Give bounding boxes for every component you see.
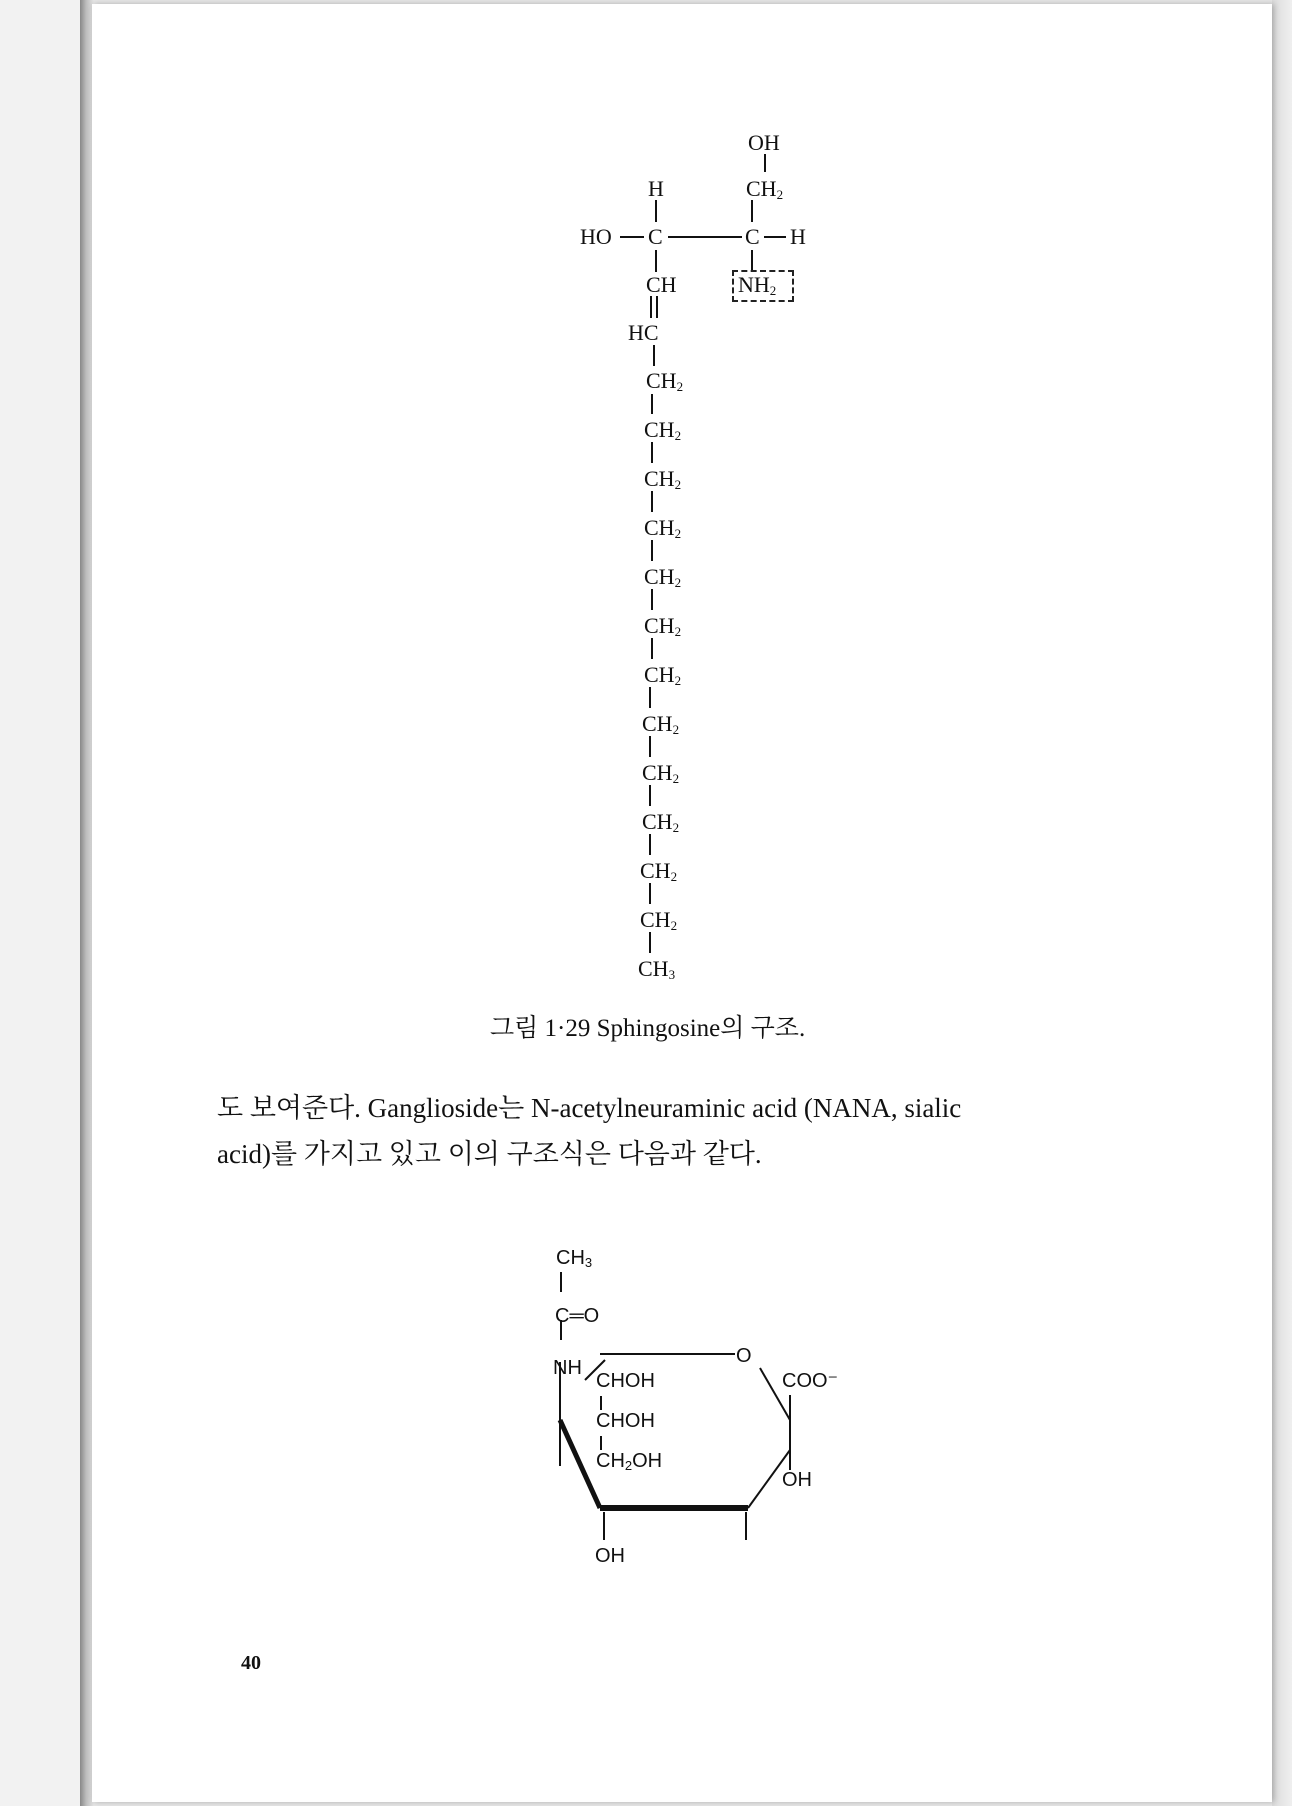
subscript: 2 xyxy=(672,820,680,835)
subscript: 2 xyxy=(769,283,777,298)
ch2-text: CH xyxy=(644,613,675,638)
ch2-text: CH xyxy=(640,907,671,932)
ch2-text: CH xyxy=(596,1450,625,1472)
subscript: 2 xyxy=(670,869,678,884)
subscript: 2 xyxy=(674,428,682,443)
subscript: 2 xyxy=(672,771,680,786)
ch2-text: CH xyxy=(644,662,675,687)
ch3-text: CH xyxy=(638,956,669,981)
c-right-label: C xyxy=(745,224,760,249)
c-left-label: C xyxy=(648,224,663,249)
page-number: 40 xyxy=(241,1652,261,1674)
ch2-text: CH xyxy=(646,368,677,393)
ch2-text: CH xyxy=(644,466,675,491)
subscript: 2 xyxy=(674,477,682,492)
subscript: 2 xyxy=(624,1458,633,1473)
hc-label: HC xyxy=(628,320,659,345)
subscript: 2 xyxy=(672,722,680,737)
subscript: 2 xyxy=(674,673,682,688)
nana-nh-label: NH xyxy=(553,1357,582,1379)
nana-choh-1-label: CHOH xyxy=(596,1370,655,1392)
nana-ring-oxygen-label: O xyxy=(736,1345,752,1367)
nh2-text: NH xyxy=(738,272,770,297)
ch2-text: CH xyxy=(644,515,675,540)
ch2-text: CH xyxy=(644,417,675,442)
nana-ch3-label xyxy=(556,1248,592,1269)
ch2-text: CH xyxy=(642,809,673,834)
subscript: 2 xyxy=(676,379,684,394)
ch-label: CH xyxy=(646,272,677,297)
subscript: 3 xyxy=(584,1255,593,1270)
ho-left-label: HO xyxy=(580,224,612,249)
nana-carboxylate-label: COO⁻ xyxy=(782,1370,839,1392)
subscript: 2 xyxy=(674,624,682,639)
ch2-text: CH xyxy=(642,711,673,736)
nana-carbonyl-label: C═O xyxy=(555,1305,600,1327)
nana-oh-right-label: OH xyxy=(782,1469,812,1491)
ch3-text: CH xyxy=(556,1247,585,1269)
h-left-label: H xyxy=(648,176,664,201)
nana-ch2oh-label xyxy=(596,1451,662,1472)
ch2-text: CH xyxy=(642,760,673,785)
subscript: 2 xyxy=(776,187,784,202)
h-right-label: H xyxy=(790,224,806,249)
paragraph-line-2: acid)를 가지고 있고 이의 구조식은 다음과 같다. xyxy=(217,1139,762,1169)
subscript: 3 xyxy=(668,967,676,982)
subscript: 2 xyxy=(670,918,678,933)
oh-text: OH xyxy=(632,1450,663,1472)
ch2-top-text: CH xyxy=(746,176,777,201)
paragraph-line-1: 도 보여준다. Ganglioside는 N-acetylneuraminic acid (NANA, sialic xyxy=(217,1093,962,1123)
ch2-text: CH xyxy=(644,564,675,589)
subscript: 2 xyxy=(674,575,682,590)
figure-caption: 그림 1·29 Sphingosine의 구조. xyxy=(490,1015,806,1042)
oh-top-label: OH xyxy=(748,130,780,155)
ch2-text: CH xyxy=(640,858,671,883)
subscript: 2 xyxy=(674,526,682,541)
nana-oh-bottom-label: OH xyxy=(595,1545,625,1567)
nana-choh-2-label: CHOH xyxy=(596,1410,655,1432)
